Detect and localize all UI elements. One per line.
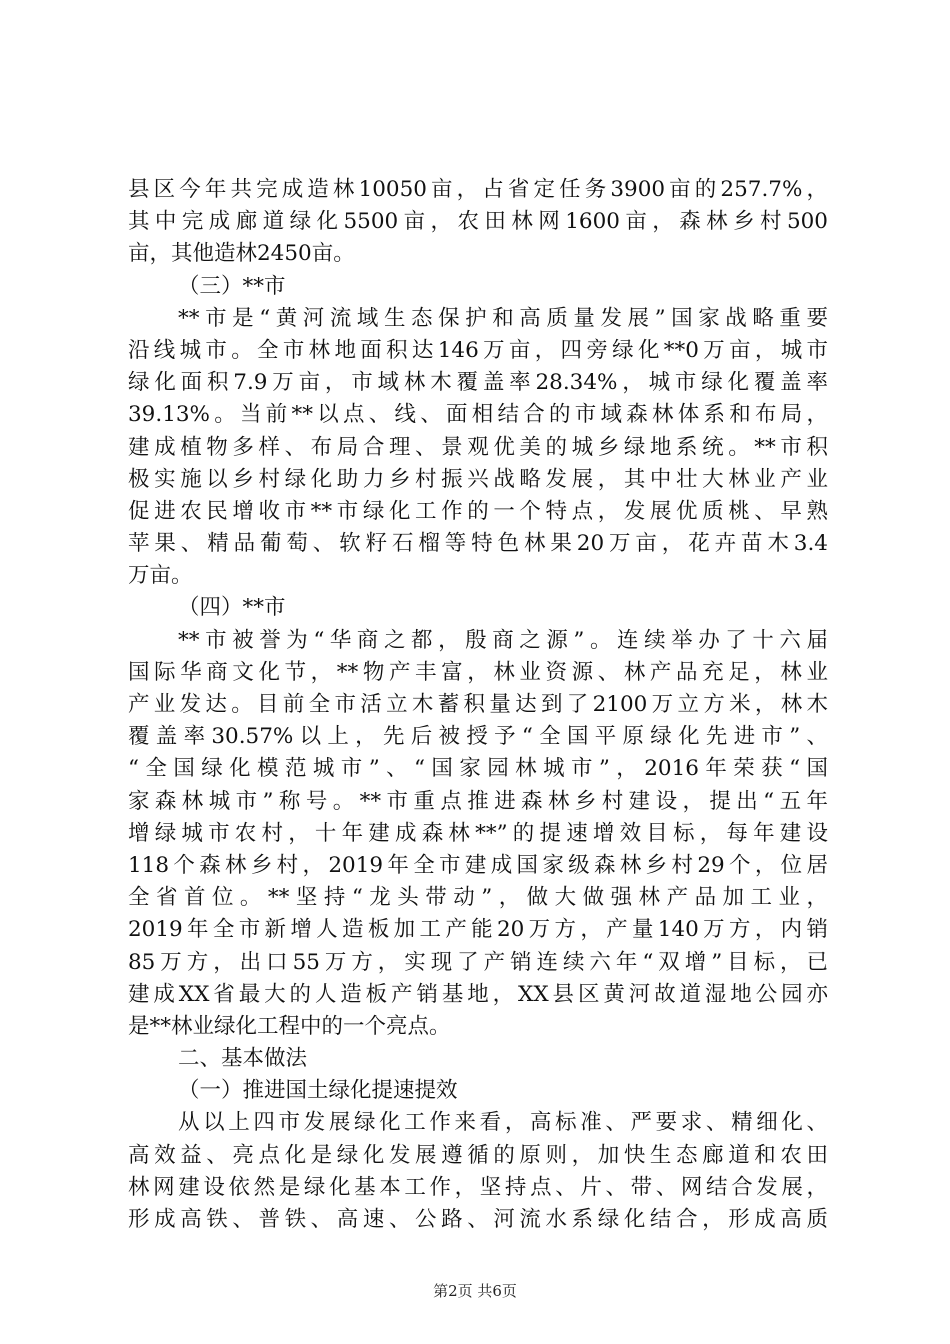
text-line: 从以上四市发展绿化工作来看，高标准、严要求、精细化、 <box>178 1110 828 1136</box>
page-footer: 第2页 共6页 <box>433 1282 517 1300</box>
section-heading: （三）**市 <box>178 273 286 299</box>
text-line: **市是“黄河流域生态保护和高质量发展”国家战略重要 <box>178 305 828 331</box>
text-line: 县区今年共完成造林10050亩，占省定任务3900亩的257.7%， <box>128 177 828 202</box>
text-line: 覆盖率30.57%以上，先后被授予“全国平原绿化先进市”、 <box>128 724 828 750</box>
text-line: 118个森林乡村，2019年全市建成国家级森林乡村29个，位居 <box>128 852 828 878</box>
text-line: 林网建设依然是绿化基本工作，坚持点、片、带、网结合发展， <box>128 1174 828 1200</box>
text-line: 绿化面积7.9万亩，市域林木覆盖率28.34%，城市绿化覆盖率 <box>128 370 828 396</box>
text-line: 万亩。 <box>128 563 193 589</box>
text-line: 高效益、亮点化是绿化发展遵循的原则，加快生态廊道和农田 <box>128 1142 828 1168</box>
text-line: 建成XX省最大的人造板产销基地，XX县区黄河故道湿地公园亦 <box>128 981 828 1007</box>
text-line: 沿线城市。全市林地面积达146万亩，四旁绿化**0万亩，城市 <box>128 337 828 363</box>
text-line: 形成高铁、普铁、高速、公路、河流水系绿化结合，形成高质 <box>128 1207 828 1232</box>
text-line: 全省首位。**坚持“龙头带动”，做大做强林产品加工业， <box>128 885 828 911</box>
text-line: 2019年全市新增人造板加工产能20万方，产量140万方，内销 <box>128 917 828 943</box>
text-line: 是**林业绿化工程中的一个亮点。 <box>128 1013 451 1039</box>
text-line: “全国绿化模范城市”、“国家园林城市”，2016年荣获“国 <box>128 756 828 782</box>
section-heading: （四）**市 <box>178 595 286 621</box>
section-heading: 二、基本做法 <box>178 1046 308 1072</box>
text-line: 增绿城市农村，十年建成森林**”的提速增效目标，每年建设 <box>128 820 828 846</box>
section-heading: （一）推进国土绿化提速提效 <box>178 1078 458 1104</box>
text-line: 建成植物多样、布局合理、景观优美的城乡绿地系统。**市积 <box>128 434 828 460</box>
text-line: **市被誉为“华商之都，殷商之源”。连续举办了十六届 <box>178 627 828 653</box>
text-line: 家森林城市”称号。**市重点推进森林乡村建设，提出“五年 <box>128 788 828 814</box>
body-text <box>128 174 828 1236</box>
text-line: 国际华商文化节，**物产丰富，林业资源、林产品充足，林业 <box>128 659 828 685</box>
text-line: 其中完成廊道绿化5500亩，农田林网1600亩，森林乡村500 <box>128 209 828 235</box>
text-line: 产业发达。目前全市活立木蓄积量达到了2100万立方米，林木 <box>128 692 828 717</box>
text-line: 极实施以乡村绿化助力乡村振兴战略发展，其中壮大林业产业 <box>128 466 828 492</box>
text-line: 苹果、精品葡萄、软籽石榴等特色林果20万亩，花卉苗木3.4 <box>128 531 828 557</box>
text-line: 促进农民增收市**市绿化工作的一个特点，发展优质桃、早熟 <box>128 498 828 524</box>
text-line: 亩，其他造林2450亩。 <box>128 241 355 267</box>
text-line: 39.13%。当前**以点、线、面相结合的市域森林体系和布局， <box>128 402 828 428</box>
text-line: 85万方，出口55万方，实现了产销连续六年“双增”目标，已 <box>128 949 828 975</box>
